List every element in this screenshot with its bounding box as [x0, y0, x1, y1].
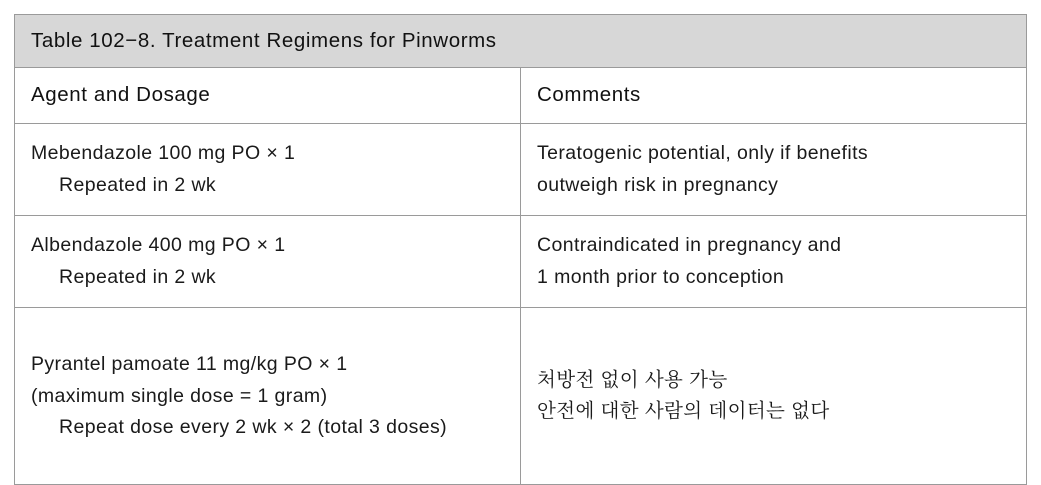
comment-line: Teratogenic potential, only if benefits: [537, 142, 869, 164]
column-header-agent: Agent and Dosage: [15, 68, 521, 124]
agent-line-indented: Repeat dose every 2 wk × 2 (total 3 doses): [59, 416, 448, 439]
agent-cell: [15, 124, 521, 216]
comment-cell: [521, 308, 1027, 485]
agent-line-indented: Repeated in 2 wk: [59, 173, 217, 196]
comment-line: 처방전 없이 사용 가능: [537, 368, 728, 391]
agent-line: Mebendazole 100 mg PO × 1: [31, 142, 296, 164]
comment-cell: [521, 216, 1027, 308]
agent-line-indented: Repeated in 2 wk: [59, 265, 217, 288]
agent-line: (maximum single dose = 1 gram): [31, 384, 328, 407]
table-row: [15, 216, 1027, 308]
comment-line: Contraindicated in pregnancy and: [537, 234, 842, 257]
comment-cell: [521, 124, 1027, 216]
agent-cell: [15, 308, 521, 485]
table-row: [15, 308, 1027, 485]
agent-line: Albendazole 400 mg PO × 1: [31, 234, 286, 257]
table-row: [15, 124, 1027, 216]
treatment-regimens-table: [14, 14, 1027, 485]
comment-line: outweigh risk in pregnancy: [537, 173, 779, 196]
agent-cell: [15, 216, 521, 308]
table-caption-row: [15, 15, 1027, 68]
comment-line: 1 month prior to conception: [537, 265, 785, 288]
table-caption: Table 102−8. Treatment Regimens for Pinworms: [15, 15, 1027, 68]
comment-line: 안전에 대한 사람의 데이터는 없다: [537, 400, 830, 423]
column-header-comments: Comments: [521, 68, 1027, 124]
agent-line: Pyrantel pamoate 11 mg/kg PO × 1: [31, 352, 348, 375]
table-header-row: [15, 68, 1027, 124]
